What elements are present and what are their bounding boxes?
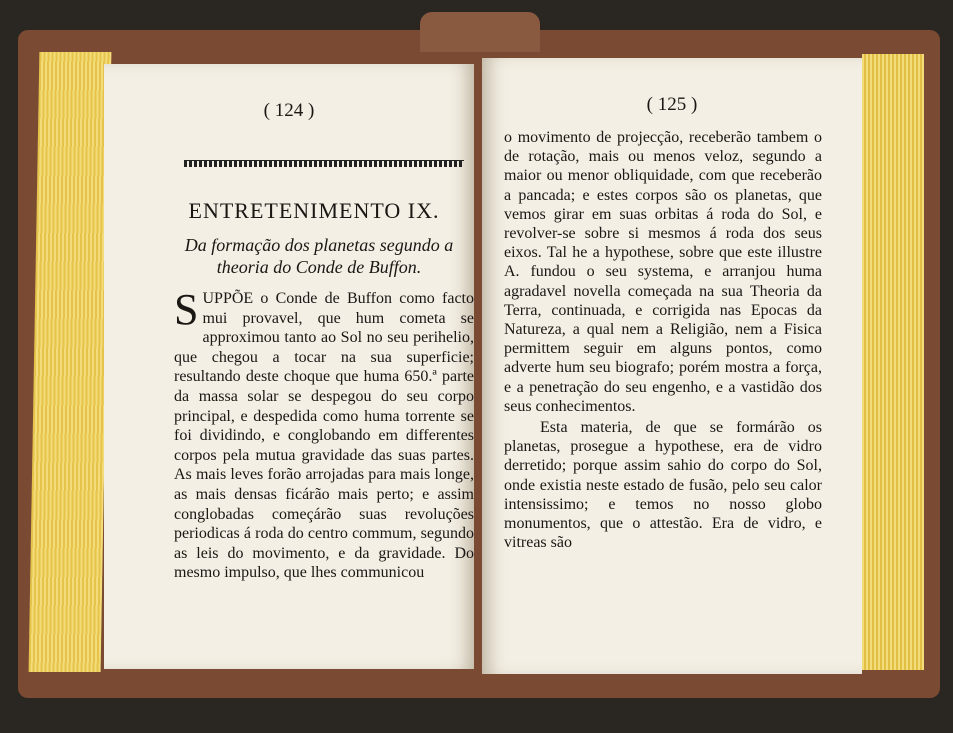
right-paragraph-2: Esta materia, de que se formárão os planetas, prosegue a hypothese, era de vidro derretido; porque assim sahio do corpo do Sol, onde existia neste estado de fusão, pelo seu calor intensissimo; e temos no nosso globo monumentos, que o attestão. Era de vidro, e vitreas são — [504, 419, 822, 552]
page-edges-left — [29, 52, 112, 672]
page-number: ( 124 ) — [263, 100, 315, 121]
left-body-text — [174, 285, 474, 583]
book-spine — [420, 12, 540, 52]
right-paragraph-1: o movimento de projecção, receberão tambem o de rotação, mais ou menos veloz, segundo a maior ou menor obliquidade, com que receberão a pancada; e estes corpos são os planetas, que vemos girar em suas orbitas á roda do Sol, e revolver-se sobre si mesmos á roda dos seus eixos. Tal he a hypothese, sobre que este illustre A. fundou o seu systema, e arranjou huma agradavel novella começada na sua Theoria da Terra, continuada, e corrigida nas Epocas da Natureza, a qual nem a Religião, nem a Fisica permittem seguir em alguns pontos, como adverte hum seu biografo; porém mostra a força, e a penetração do seu engenho, e a vastidão dos seus conhecimentos. — [504, 129, 822, 415]
chapter-heading: ENTRETENIMENTO IX. — [188, 198, 440, 223]
left-paragraph: UPPÕE o Conde de Buffon como facto mui provavel, que hum cometa se approximou tanto ao Sol no seu perihelio, que chegou a tocar na sua superficie; resultando deste choque que huma 650.ª parte da massa solar se despegou do seu corpo principal, e despedida como huma torrente se foi dividindo, e conglobando em differentes corpos pela mutua gravidade das suas partes. As mais leves forão arrojadas para mais longe, as mais densas ficárão mais perto; e assim conglobadas começárão suas revoluções periodicas á roda do centro commum, segundo as leis do movimento, e da gravidade. Do mesmo impulso, que lhes communicou — [174, 290, 474, 582]
right-body-text — [504, 128, 822, 552]
drop-cap: S — [174, 285, 199, 334]
page-number: ( 125 ) — [646, 94, 698, 115]
decorative-rule — [184, 160, 464, 167]
page-edges-right — [862, 54, 924, 670]
left-page — [104, 64, 474, 669]
right-page — [482, 58, 862, 674]
chapter-subtitle: Da formação dos planetas segundo a theoria do Conde de Buffon. — [184, 235, 454, 277]
